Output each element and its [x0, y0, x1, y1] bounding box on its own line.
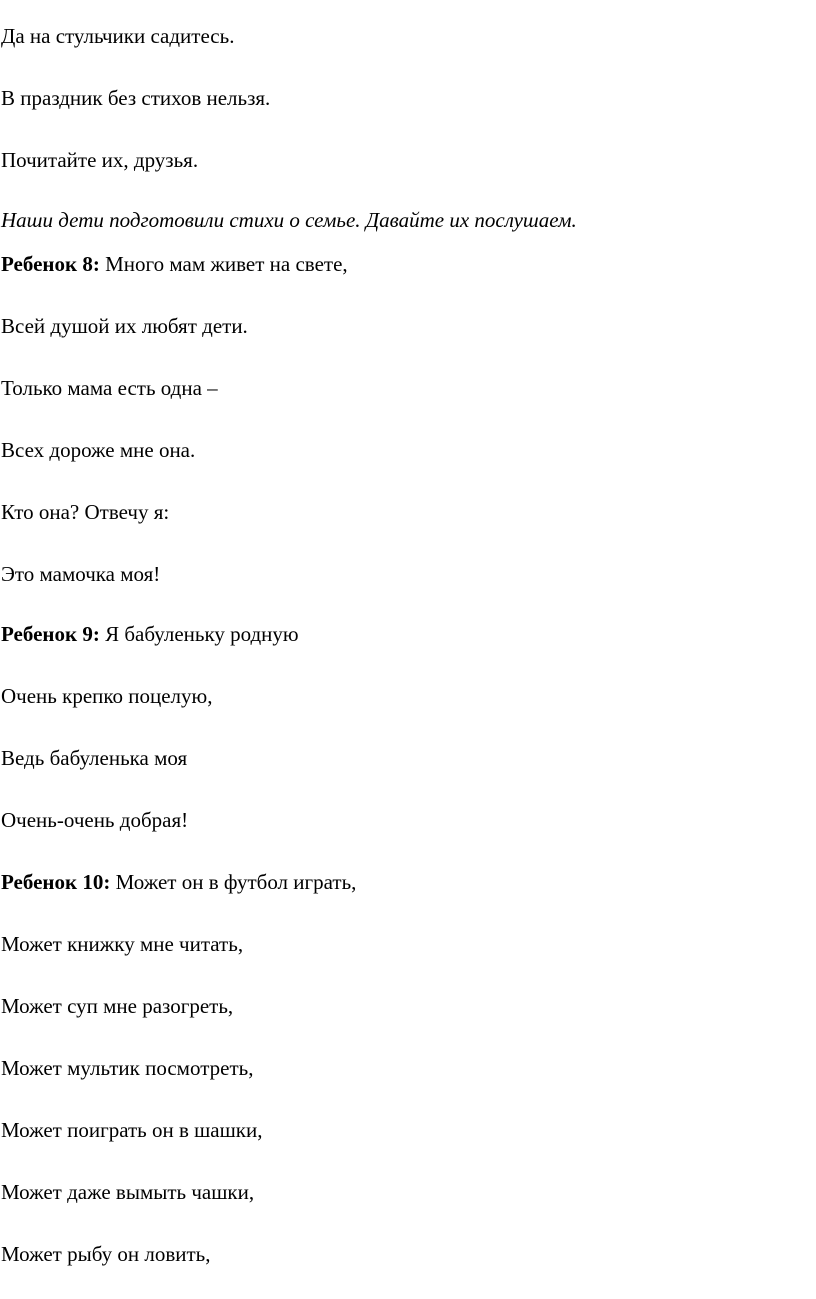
- line-text: Может книжку мне читать,: [1, 932, 244, 956]
- line-text: Всей душой их любят дети.: [1, 314, 248, 338]
- italic-narration-line: [1, 208, 577, 232]
- text-line: [1, 86, 270, 110]
- text-line: [1, 1056, 253, 1080]
- speaker-line: [1, 252, 348, 276]
- line-text: Очень крепко поцелую,: [1, 684, 213, 708]
- text-line: [1, 500, 169, 524]
- line-text: Может рыбу он ловить,: [1, 1242, 211, 1266]
- line-text: В праздник без стихов нельзя.: [1, 86, 271, 110]
- text-line: [1, 1118, 263, 1142]
- text-line: [1, 24, 234, 48]
- line-text: Может он в футбол играть,: [110, 870, 357, 894]
- line-text: Может даже вымыть чашки,: [1, 1180, 255, 1204]
- speaker-label: Ребенок 9:: [1, 622, 100, 646]
- line-text: Я бабуленьку родную: [99, 622, 299, 646]
- line-text: Очень-очень добрая!: [1, 808, 189, 832]
- line-text: Кто она? Отвечу я:: [1, 500, 170, 524]
- text-line: [1, 1180, 254, 1204]
- text-line: [1, 994, 233, 1018]
- text-line: [1, 746, 187, 770]
- text-line: [1, 1242, 210, 1266]
- text-line: [1, 684, 212, 708]
- speaker-label: Ребенок 8:: [1, 252, 100, 276]
- text-line: [1, 808, 188, 832]
- speaker-line: [1, 622, 299, 646]
- line-text: Почитайте их, друзья.: [1, 148, 199, 172]
- line-text: Наши дети подготовили стихи о семье. Давайте их послушаем.: [1, 208, 577, 232]
- line-text: Может поиграть он в шашки,: [1, 1118, 263, 1142]
- text-line: [1, 148, 198, 172]
- line-text: Может мультик посмотреть,: [1, 1056, 254, 1080]
- text-line: [1, 376, 218, 400]
- text-line: [1, 438, 195, 462]
- text-line: [1, 932, 243, 956]
- line-text: Много мам живет на свете,: [99, 252, 348, 276]
- line-text: Это мамочка моя!: [1, 562, 161, 586]
- text-line: [1, 562, 160, 586]
- speaker-label: Ребенок 10:: [1, 870, 111, 894]
- line-text: Ведь бабуленька моя: [1, 746, 188, 770]
- text-line: [1, 314, 248, 338]
- line-text: Может суп мне разогреть,: [1, 994, 234, 1018]
- speaker-line: [1, 870, 356, 894]
- line-text: Только мама есть одна –: [1, 376, 218, 400]
- line-text: Да на стульчики садитесь.: [1, 24, 235, 48]
- line-text: Всех дороже мне она.: [1, 438, 196, 462]
